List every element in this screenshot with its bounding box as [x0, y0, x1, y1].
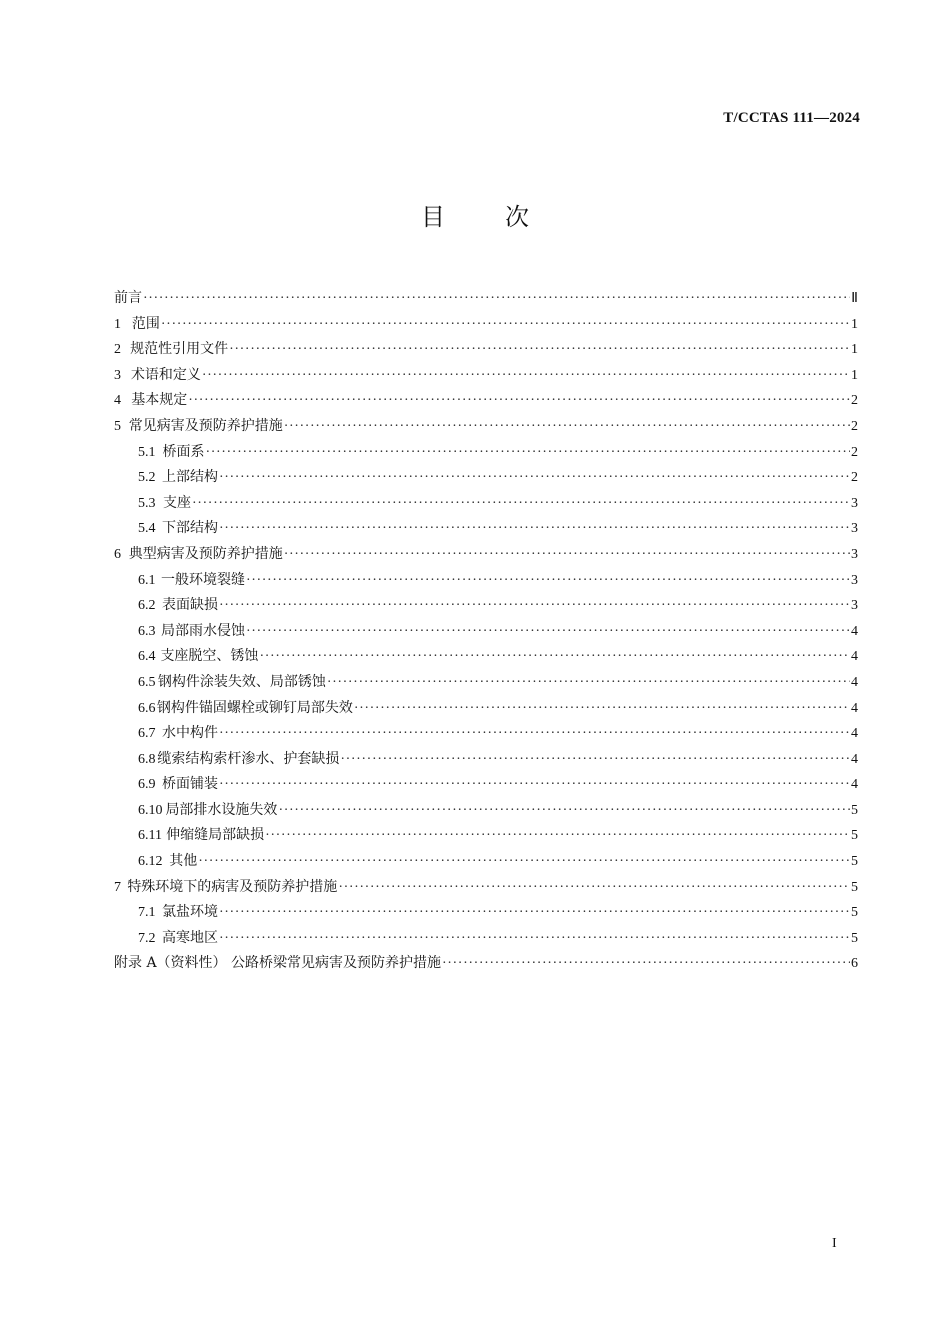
toc-entry-label: 伸缩缝局部缺损 [166, 827, 265, 844]
toc-entry[interactable] [114, 465, 858, 491]
toc-entry-page: 5 [851, 930, 858, 946]
toc-entry-page: 1 [851, 316, 858, 332]
dot-leader [354, 696, 850, 722]
dot-leader [219, 721, 850, 747]
dot-leader [202, 363, 850, 389]
toc-entry-page: 3 [851, 598, 858, 614]
toc-title-char-1: 目 [421, 203, 445, 231]
toc-entry-number: 5 [114, 418, 121, 434]
toc-entry-label: 局部雨水侵蚀 [160, 622, 245, 639]
toc-entry-page: 4 [851, 700, 858, 716]
toc-entry[interactable] [114, 414, 858, 440]
toc-entry-number: 5.3 [138, 495, 156, 511]
toc-entry-page: 5 [851, 828, 858, 844]
dot-leader [192, 491, 850, 517]
toc-entry-number: 6.11 [138, 828, 162, 844]
dot-leader [327, 670, 850, 696]
dot-leader [188, 388, 850, 414]
toc-entry-number: 7 [114, 879, 121, 895]
toc-entry-number: 6.12 [138, 854, 163, 870]
dot-leader [284, 542, 850, 568]
toc-entry-number: 6.6 [138, 700, 156, 716]
toc-entry-page: 1 [851, 342, 858, 358]
toc-entry-label: 基本规定 [131, 392, 188, 409]
toc-entry-label: 常见病害及预防养护措施 [128, 417, 283, 434]
toc-entry-label: 附录 A（资料性） 公路桥梁常见病害及预防养护措施 [114, 955, 442, 972]
toc-entry[interactable] [114, 568, 858, 594]
toc-entry-label: 局部排水设施失效 [165, 801, 278, 818]
dot-leader [219, 772, 850, 798]
toc-entry[interactable] [114, 798, 858, 824]
dot-leader [340, 747, 850, 773]
toc-entry-number: 6 [114, 546, 121, 562]
toc-entry-number: 2 [114, 342, 121, 358]
toc-entry-label: 高寒地区 [161, 929, 218, 946]
dot-leader [219, 465, 850, 491]
toc-entry-label: 桥面铺装 [161, 776, 218, 793]
dot-leader [198, 849, 850, 875]
toc-entry-number: 6.4 [138, 649, 156, 665]
toc-entry-label: 表面缺损 [161, 597, 218, 614]
toc-entry[interactable] [114, 849, 858, 875]
toc-entry-number: 6.1 [138, 572, 156, 588]
toc-entry-label: 规范性引用文件 [130, 341, 229, 358]
toc-entry-page: 5 [851, 905, 858, 921]
dot-leader [219, 900, 850, 926]
toc-entry-label: 氯盐环境 [161, 904, 218, 921]
toc-entry[interactable] [114, 516, 858, 542]
toc-entry-label: 其他 [169, 853, 198, 870]
dot-leader [265, 823, 850, 849]
toc-entry-label: 水中构件 [161, 725, 218, 742]
toc-entry-label: 缆索结构索杆渗水、护套缺损 [157, 750, 340, 767]
toc-entry-number: 6.10 [138, 802, 163, 818]
toc-entry-label: 桥面系 [162, 443, 205, 460]
toc-entry[interactable] [114, 926, 858, 952]
toc-entry[interactable] [114, 696, 858, 722]
toc-entry-number: 6.8 [138, 751, 156, 767]
toc-entry-label: 钢构件锚固螺栓或铆钉局部失效 [156, 699, 353, 716]
toc-entry-page: 3 [851, 495, 858, 511]
toc-entry[interactable] [114, 286, 858, 312]
toc-entry-label: 钢构件涂装失效、局部锈蚀 [157, 673, 326, 690]
toc-entry[interactable] [114, 747, 858, 773]
toc-entry-page: 5 [851, 854, 858, 870]
toc-title-char-2: 次 [505, 203, 529, 231]
toc-entry-label: 上部结构 [161, 469, 218, 486]
dot-leader [259, 644, 850, 670]
page-number: I [832, 1236, 837, 1251]
toc-entry-page: 4 [851, 751, 858, 767]
toc-entry-number: 6.5 [138, 674, 156, 690]
table-of-contents [114, 286, 858, 977]
toc-entry-label: 特殊环境下的病害及预防养护措施 [127, 878, 338, 895]
toc-entry[interactable] [114, 363, 858, 389]
toc-entry-number: 6.2 [138, 598, 156, 614]
toc-entry[interactable] [114, 312, 858, 338]
dot-leader [284, 414, 850, 440]
toc-title [0, 197, 950, 232]
toc-entry-page: 2 [851, 470, 858, 486]
dot-leader [143, 286, 850, 312]
toc-entry-page: 4 [851, 726, 858, 742]
dot-leader [246, 568, 850, 594]
toc-entry[interactable] [114, 670, 858, 696]
toc-entry-page: 2 [851, 444, 858, 460]
dot-leader [219, 926, 850, 952]
toc-entry-number: 4 [114, 393, 121, 409]
toc-entry-page: 6 [851, 956, 858, 972]
document-code: T/CCTAS 111—2024 [723, 110, 860, 126]
dot-leader [442, 951, 850, 977]
dot-leader [206, 440, 851, 466]
toc-entry-number: 5.2 [138, 470, 156, 486]
dot-leader [161, 312, 850, 338]
toc-entry[interactable] [114, 440, 858, 466]
dot-leader [219, 516, 850, 542]
toc-entry-label: 支座 [163, 494, 192, 511]
toc-entry-page: 4 [851, 623, 858, 639]
toc-entry-label: 术语和定义 [130, 366, 201, 383]
toc-entry-label: 前言 [114, 290, 142, 306]
dot-leader [229, 337, 850, 363]
toc-entry-number: 1 [114, 316, 121, 332]
toc-entry-page: 4 [851, 777, 858, 793]
toc-entry[interactable] [114, 721, 858, 747]
toc-entry[interactable] [114, 542, 858, 568]
toc-entry-page: 3 [851, 521, 858, 537]
toc-entry-number: 6.7 [138, 726, 156, 742]
toc-entry[interactable] [114, 491, 858, 517]
toc-entry[interactable] [114, 388, 858, 414]
toc-entry[interactable] [114, 337, 858, 363]
toc-entry[interactable] [114, 951, 858, 977]
toc-entry[interactable] [114, 593, 858, 619]
toc-entry[interactable] [114, 772, 858, 798]
toc-entry-label: 一般环境裂缝 [160, 571, 245, 588]
toc-entry-number: 5.1 [138, 444, 156, 460]
toc-entry-page: 4 [851, 674, 858, 690]
dot-leader [246, 619, 850, 645]
toc-entry-page: 5 [851, 879, 858, 895]
toc-entry-number: 7.1 [138, 905, 156, 921]
toc-entry[interactable] [114, 900, 858, 926]
toc-entry-page: 2 [851, 393, 858, 409]
toc-entry-number: 5.4 [138, 521, 156, 537]
toc-entry-page: 5 [851, 802, 858, 818]
toc-entry-label: 下部结构 [161, 520, 218, 537]
dot-leader [338, 875, 850, 901]
toc-entry-number: 6.3 [138, 623, 156, 639]
dot-leader [219, 593, 850, 619]
dot-leader [278, 798, 850, 824]
toc-entry-number: 3 [114, 367, 121, 383]
toc-entry-page: 3 [851, 572, 858, 588]
toc-entry-page: 4 [851, 649, 858, 665]
toc-entry-number: 7.2 [138, 930, 156, 946]
toc-entry-page: 2 [851, 418, 858, 434]
toc-entry-label: 支座脱空、锈蚀 [160, 648, 259, 665]
toc-entry[interactable] [114, 644, 858, 670]
toc-entry-label: 范围 [131, 315, 160, 332]
toc-entry[interactable] [114, 875, 858, 901]
toc-entry[interactable] [114, 823, 858, 849]
toc-entry-label: 典型病害及预防养护措施 [128, 545, 283, 562]
toc-entry-page: Ⅱ [851, 291, 858, 306]
toc-entry-page: 3 [851, 546, 858, 562]
toc-entry-number: 6.9 [138, 777, 156, 793]
toc-entry[interactable] [114, 619, 858, 645]
toc-entry-page: 1 [851, 367, 858, 383]
